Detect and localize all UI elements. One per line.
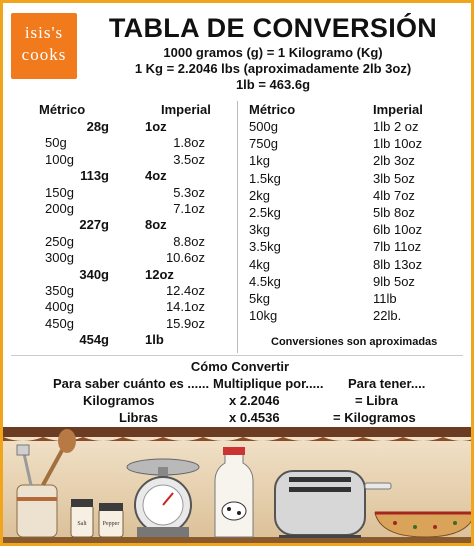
- right-imperial-cell: 1lb 2 oz: [373, 119, 419, 134]
- right-metric-cell: 5kg: [249, 291, 270, 306]
- right-imperial-cell: 4lb 7oz: [373, 187, 415, 203]
- right-imperial-cell: 8lb 13oz: [373, 256, 423, 272]
- right-metric-cell: 3.5kg: [249, 239, 281, 255]
- right-metric-cell: 2kg: [249, 187, 270, 203]
- left-metric-cell: 200g: [45, 201, 74, 216]
- left-imperial-cell: 1lb: [145, 332, 164, 348]
- left-imperial-cell: 1oz: [145, 119, 167, 134]
- right-imperial-cell: 9lb 5oz: [373, 273, 415, 289]
- right-metric-cell: 500g: [249, 119, 278, 134]
- right-imperial-cell: 7lb 11oz: [373, 239, 422, 255]
- right-imperial-cell: 3lb 5oz: [373, 170, 415, 186]
- left-metric-cell: 227g: [79, 217, 109, 233]
- right-metric-cell: 10kg: [249, 308, 278, 324]
- how-to-title: Cómo Convertir: [190, 359, 290, 374]
- right-metric-cell: 1.5kg: [249, 170, 281, 186]
- left-metric-cell: 250g: [45, 233, 74, 249]
- left-imperial-cell: 14.1oz: [165, 299, 205, 315]
- left-metric-cell: 28g: [86, 119, 109, 134]
- left-imperial-cell: 7.1oz: [173, 201, 205, 216]
- left-head-metric: Métrico: [39, 102, 86, 117]
- left-metric-cell: 113g: [80, 168, 109, 184]
- right-metric-cell: 4kg: [249, 256, 270, 272]
- left-imperial-cell: 3.5oz: [173, 151, 205, 167]
- left-imperial-cell: 15.9oz: [165, 315, 205, 331]
- left-imperial-cell: 10.6oz: [165, 250, 205, 266]
- how-row1-from: Kilogramos: [83, 393, 155, 408]
- left-metric-cell: 400g: [45, 299, 74, 315]
- left-imperial-cell: 8oz: [145, 217, 167, 233]
- left-imperial-cell: 1.8oz: [173, 135, 205, 151]
- subtitle-line3: 1lb = 463.6g: [235, 77, 311, 92]
- logo-line2: cooks: [21, 45, 67, 64]
- right-metric-cell: 3kg: [249, 222, 270, 238]
- right-imperial-cell: 1lb 10oz: [373, 136, 423, 152]
- jar-label-salt: Salt: [77, 521, 87, 527]
- left-head-imperial: Imperial: [161, 102, 211, 117]
- left-imperial-cell: 4oz: [145, 168, 167, 184]
- how-col1: Para saber cuánto es ......: [53, 376, 210, 391]
- right-imperial-cell: 11lb: [373, 291, 397, 306]
- logo-line1: isis's: [24, 23, 64, 42]
- approximation-note: Conversiones son aproximadas: [271, 336, 438, 348]
- left-imperial-cell: 12.4oz: [165, 283, 205, 298]
- right-metric-cell: 2.5kg: [249, 205, 281, 220]
- left-metric-cell: 150g: [45, 184, 74, 200]
- left-metric-cell: 50g: [45, 135, 67, 151]
- left-imperial-cell: 8.8oz: [173, 233, 205, 249]
- left-metric-cell: 450g: [45, 315, 74, 331]
- how-col3: Para tener....: [348, 376, 426, 391]
- right-imperial-cell: 5lb 8oz: [373, 205, 415, 220]
- kitchen-illustration: [3, 427, 474, 546]
- logo: [11, 13, 77, 79]
- left-metric-cell: 350g: [45, 283, 74, 298]
- left-imperial-cell: 12oz: [145, 266, 174, 282]
- section-divider: [11, 355, 463, 356]
- right-metric-cell: 750g: [249, 136, 278, 152]
- jar-label-pepper: Pepper: [102, 521, 120, 527]
- column-divider: [237, 101, 238, 353]
- right-metric-cell: 1kg: [249, 153, 270, 169]
- right-metric-cell: 4.5kg: [249, 273, 281, 289]
- left-metric-cell: 454g: [79, 332, 109, 348]
- how-col2: Multiplique por.....: [213, 376, 324, 391]
- how-row1-to: = Libra: [355, 393, 398, 408]
- left-metric-cell: 100g: [45, 151, 74, 167]
- right-imperial-cell: 6lb 10oz: [373, 222, 423, 238]
- left-metric-cell: 340g: [79, 266, 109, 282]
- subtitle-line2: 1 Kg = 2.2046 lbs (aproximadamente 2lb 3oz): [134, 61, 412, 76]
- right-head-metric: Métrico: [249, 102, 296, 117]
- left-imperial-cell: 5.3oz: [173, 184, 205, 200]
- right-imperial-cell: 2lb 3oz: [373, 153, 415, 169]
- right-head-imperial: Imperial: [373, 102, 423, 117]
- subtitle-line1: 1000 gramos (g) = 1 Kilogramo (Kg): [163, 45, 383, 60]
- page-title: TABLA DE CONVERSIÓN: [108, 13, 438, 43]
- how-row2-factor: x 0.4536: [229, 410, 280, 425]
- right-imperial-cell: 22lb.: [373, 308, 402, 324]
- left-metric-cell: 300g: [45, 250, 74, 266]
- how-row2-from: Libras: [119, 410, 159, 425]
- counter: [3, 537, 474, 546]
- how-row2-to: = Kilogramos: [333, 410, 416, 425]
- how-row1-factor: x 2.2046: [229, 393, 280, 408]
